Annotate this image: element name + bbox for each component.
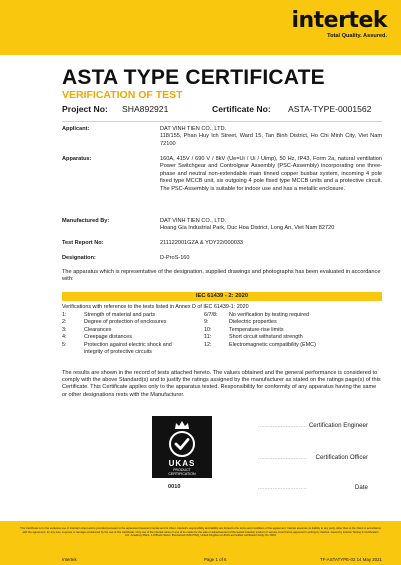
check-ring-icon <box>169 431 195 457</box>
date-line: .............................. <box>258 486 307 491</box>
applicant-name: DAT VINH TIEN CO., LTD. <box>160 126 227 132</box>
logo-tagline: Total Quality. Assured. <box>327 33 387 39</box>
test-number: 1: <box>62 312 67 318</box>
check-icon <box>171 433 193 455</box>
verifications-heading: Verifications with reference to the tests listed in Annex D of IEC 61439-1: 2020 <box>62 304 249 310</box>
project-number: SHA892921 <box>122 104 169 114</box>
test-name: Electromagnetic compatibility (EMC) <box>229 341 316 348</box>
certificate-label: Certificate No: <box>212 104 271 114</box>
certificate-number: ASTA-TYPE-0001562 <box>288 104 372 114</box>
divider <box>62 121 382 122</box>
test-name: Degree of protection of enclosures <box>84 319 167 326</box>
test-number: 3: <box>62 326 67 333</box>
test-number: 6/7/8: <box>204 312 218 318</box>
test-name: Dielectric properties <box>229 319 277 326</box>
logo-wordmark: intertek <box>291 8 387 33</box>
signature-line: .............................. <box>258 424 307 429</box>
test-name: No verification by testing required <box>229 312 310 318</box>
footer-disclaimer: This Certificate is for the exclusive use of Intertek's client and is provided pursuant to the agreement between Intertek and its Client. Intertek's responsibility and liability are limited to the terms and conditions of the agreement. Intertek assumes no liability to any party, other than to the Client in accordance with the agreement, for any loss, expense or damage occasioned by the use of this Certificate. Only use of the Intertek name or one of its marks for the sale or advertisement of the tested material, product or service must first be approved in writing by Intertek. Issued by Intertek Testing & Certification Ltd., Academy Place, 1-9 Brook Street, Brentwood CM14 5NQ, United Kingdom a UKAS accredited certification body, No. 0010 <box>20 527 381 538</box>
test-row <box>62 312 382 319</box>
intertek-logo <box>291 10 387 39</box>
designation-label: Designation: <box>62 255 96 261</box>
date-label: Date <box>354 484 368 491</box>
designation-value: D-ProS-160 <box>160 255 190 261</box>
test-name: integrity of protective circuits <box>84 349 153 355</box>
page-number: Page 1 of 6 <box>204 557 227 562</box>
manufacturer-address: Hoang Gia Industrial Park, Duc Hoa District, Long An, Viet Nam 82720 <box>160 225 335 232</box>
test-name: Short circuit withstand strength <box>229 334 303 341</box>
test-number: 10: <box>204 326 212 333</box>
evaluation-intro: The apparatus which is representative of the designation, supplied drawings and photographs has been evaluated in accordance with: <box>62 269 381 283</box>
ukas-wordmark: UKAS <box>168 459 196 468</box>
applicant-value <box>160 126 382 148</box>
signature-line: .............................. <box>258 456 307 461</box>
test-row <box>62 319 382 326</box>
results-statement: The results are shown in the record of tests attached hereto. The values obtained and the general performance is considered to comply with the above Standard(s) and to justify the ratings assigned by the manufacturer as stated on the ratings page(s) of this Certificate. This Certificate applies only to the apparatus tested. Responsibility for conformity of any apparatus having the same or other designations rests with the Manufacturer. <box>62 370 381 398</box>
test-name: Clearances <box>84 326 112 333</box>
test-row <box>62 327 382 334</box>
apparatus-label: Apparatus: <box>62 156 92 162</box>
test-number: 11: <box>204 334 212 341</box>
page-subtitle: VERIFICATION OF TEST <box>62 89 183 101</box>
footer-band <box>0 521 401 565</box>
apparatus-description: 160A, 415V / 690 V / 8kV (Ue=Ui / Ui / Uimp), 50 Hz, IP43, Form 2a, natural ventilation Power Switchgear and Controlgear Assembly (PSC-Assembly) incorporating one three-phase and neutral non-extendable main tinned copper busbar system, incoming 4 pole fixed type MCCB unit, six outgoing 4 pole fixed type MCCB units and a protective circuit. The PSC-Assembly is suitable for indoor use and has a metallic enclosure. <box>160 156 382 192</box>
header-band <box>0 0 401 55</box>
applicant-label: Applicant: <box>62 126 90 132</box>
page-title: ASTA TYPE CERTIFICATE <box>62 66 325 89</box>
test-row <box>62 334 382 341</box>
test-report-label: Test Report No: <box>62 240 104 246</box>
footer-company: Intertek <box>62 557 77 562</box>
ukas-line-2: CERTIFICATION <box>168 472 196 476</box>
crown-icon <box>174 420 190 430</box>
certification-engineer-label: Certification Engineer <box>308 422 368 429</box>
test-row <box>62 349 382 356</box>
test-name: Protection against electric shock and <box>84 341 172 348</box>
standard-bar <box>62 292 382 301</box>
applicant-address: 118/155, Phan Huy Ich Street, Ward 15, Tan Binh District, Ho Chi Minh City, Viet Nam 72100 <box>160 133 382 147</box>
test-number: 12: <box>204 341 212 348</box>
test-number: 4: <box>62 334 67 341</box>
ukas-line-1: PRODUCT <box>173 468 191 472</box>
test-report-value: 211122001GZA & YDY22/000033 <box>160 240 244 246</box>
test-name: Temperature-rise limits <box>229 326 284 333</box>
standard-label: IEC 61439 - 2: 2020 <box>195 293 249 299</box>
test-name: Strength of material and parts <box>84 312 156 318</box>
project-label: Project No: <box>62 104 108 114</box>
ukas-mark <box>152 416 212 478</box>
ukas-number: 0010 <box>168 484 181 490</box>
test-number: 9: <box>204 319 209 326</box>
manufacturer-label: Manufactured By: <box>62 218 110 224</box>
manufacturer-value <box>160 218 382 233</box>
test-row <box>62 342 382 349</box>
test-number: 5: <box>62 341 67 348</box>
test-number: 2: <box>62 319 67 326</box>
project-row <box>62 104 382 118</box>
manufacturer-name: DAT VINH TIEN CO., LTD. <box>160 218 227 224</box>
certification-officer-label: Certification Officer <box>315 454 368 461</box>
test-name: Creepage distances <box>84 334 132 341</box>
form-reference: TF-ASTATYPE-02 14 May 2021 <box>319 557 382 562</box>
